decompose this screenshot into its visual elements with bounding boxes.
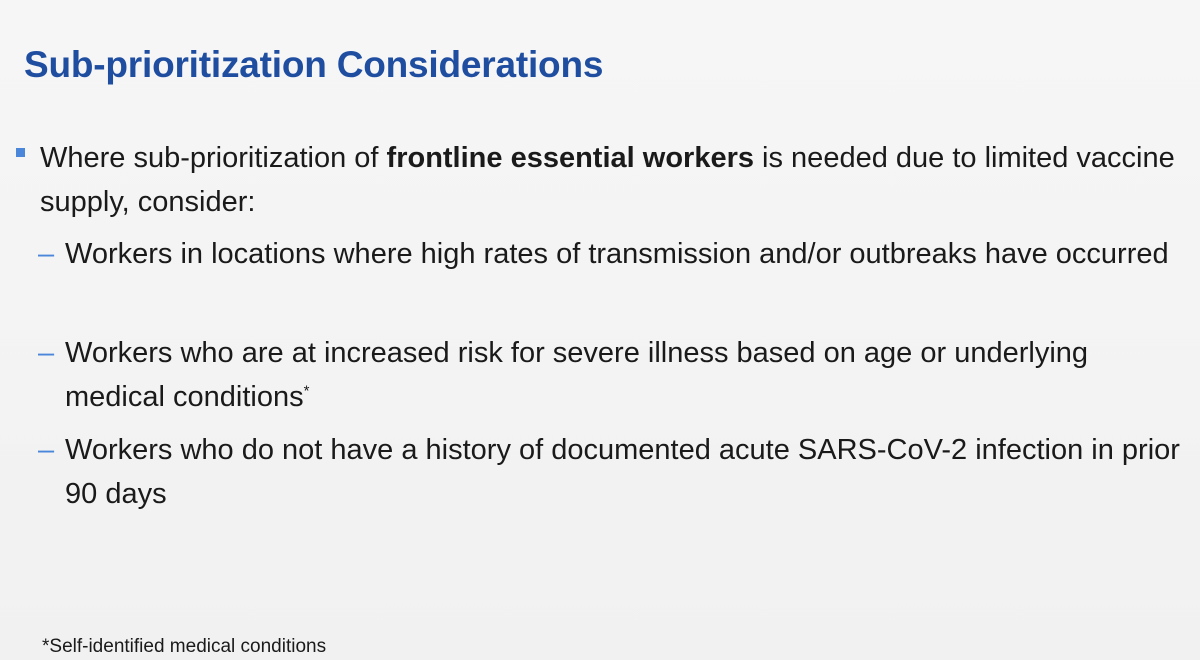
dash-icon: – [38, 434, 55, 466]
main-bullet-bold: frontline essential workers [386, 142, 754, 174]
sub-bullet-1 [38, 232, 1190, 276]
main-bullet-text [40, 136, 1186, 224]
main-bullet [16, 136, 1186, 224]
sub-bullet-3 [38, 428, 1190, 516]
sub-bullet-2 [38, 331, 1190, 419]
bullet-square-icon [16, 148, 25, 157]
slide-title: Sub-prioritization Considerations [24, 44, 604, 85]
dash-icon: – [38, 337, 55, 369]
sub-bullet-text-wrap [65, 331, 1190, 419]
main-bullet-prefix: Where sub-prioritization of [40, 142, 387, 174]
sub-bullet-text: Workers who do not have a history of documented acute SARS-CoV-2 infection in prior 90 days [65, 434, 1180, 510]
footnote: *Self-identified medical conditions [42, 636, 327, 657]
main-bullet-suffix: is needed due to limited vaccine supply, consider: [40, 142, 1175, 218]
dash-icon: – [38, 238, 55, 270]
footnote-marker: * [303, 382, 310, 400]
sub-bullet-text: Workers in locations where high rates of transmission and/or outbreaks have occurred [65, 238, 1169, 270]
sub-bullet-text: Workers who are at increased risk for severe illness based on age or underlying medical conditions [65, 337, 1089, 413]
